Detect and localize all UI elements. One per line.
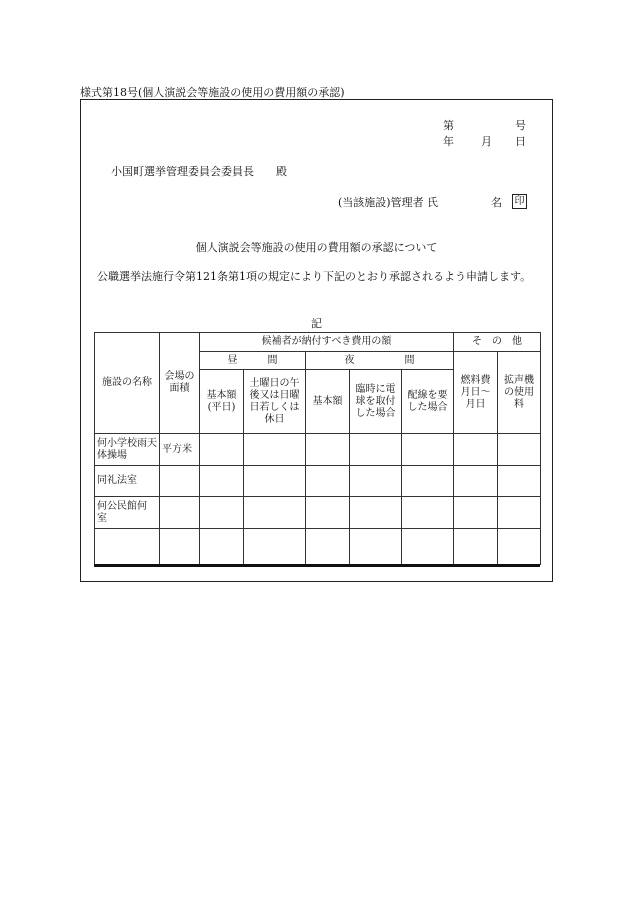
request-body: 公職選挙法施行令第121条第1項の規定により下記のとおり承認されるよう申請します。 xyxy=(97,270,532,283)
venue-area: 平方米 xyxy=(160,434,200,466)
fee-cell xyxy=(402,466,454,497)
day-label: 日 xyxy=(515,135,526,148)
fee-cell xyxy=(498,497,541,529)
application-form xyxy=(80,99,553,582)
facility-name: 同礼法室 xyxy=(95,466,160,497)
applicant-role: (当該施設)管理者 xyxy=(338,196,424,209)
facility-name xyxy=(95,529,160,565)
name-label-1: 氏 xyxy=(427,196,438,209)
header-nighttime: 夜 間 xyxy=(306,352,454,370)
table-bottom-rule xyxy=(94,564,540,567)
fee-cell xyxy=(306,529,350,565)
header-facility-name: 施設の名称 xyxy=(95,333,160,434)
table-row xyxy=(95,434,541,466)
fee-cell xyxy=(244,434,306,466)
fee-cell xyxy=(454,529,498,565)
seal-mark: 印 xyxy=(512,194,527,209)
fee-cell xyxy=(350,466,402,497)
fee-cell xyxy=(454,466,498,497)
header-day-weekend: 土曜日の午後又は日曜日若しくは休日 xyxy=(244,370,306,434)
fee-cell xyxy=(454,434,498,466)
fee-cell xyxy=(200,434,244,466)
ki-label: 記 xyxy=(311,317,322,330)
fee-cell xyxy=(200,466,244,497)
year-label: 年 xyxy=(443,135,454,148)
venue-area xyxy=(160,466,200,497)
fee-cell xyxy=(200,497,244,529)
fee-cell xyxy=(306,497,350,529)
fee-cell xyxy=(244,497,306,529)
number-label: 第 xyxy=(443,119,454,132)
header-day-basic: 基本額(平日) xyxy=(200,370,244,434)
facility-name: 何公民館何 室 xyxy=(95,497,160,529)
document-title: 個人演説会等施設の使用の費用額の承認について xyxy=(195,241,438,254)
fee-cell xyxy=(350,529,402,565)
table-row xyxy=(95,466,541,497)
facility-name: 何小学校雨天体操場 xyxy=(95,434,160,466)
fee-table xyxy=(94,332,541,565)
fee-cell xyxy=(498,529,541,565)
header-fuel-cost: 燃料費月日～月日 xyxy=(454,352,498,434)
fee-cell xyxy=(498,466,541,497)
fee-cell xyxy=(402,529,454,565)
table-row xyxy=(95,529,541,565)
header-daytime: 昼 間 xyxy=(200,352,306,370)
venue-area xyxy=(160,529,200,565)
addressee: 小国町選挙管理委員会委員長 殿 xyxy=(111,165,287,178)
month-label: 月 xyxy=(481,135,492,148)
table-row xyxy=(95,497,541,529)
fee-cell xyxy=(350,434,402,466)
fee-cell xyxy=(350,497,402,529)
fee-cell xyxy=(454,497,498,529)
header-speaker-fee: 拡声機の使用料 xyxy=(498,352,541,434)
fee-cell xyxy=(244,466,306,497)
fee-cell xyxy=(402,434,454,466)
header-candidate-fees: 候補者が納付すべき費用の額 xyxy=(200,333,454,352)
header-night-light: 臨時に電球を取付した場合 xyxy=(350,370,402,434)
fee-cell xyxy=(306,466,350,497)
fee-cell xyxy=(244,529,306,565)
header-night-wiring: 配線を要した場合 xyxy=(402,370,454,434)
fee-cell xyxy=(498,434,541,466)
form-caption: 様式第18号(個人演説会等施設の使用の費用額の承認) xyxy=(80,86,345,99)
header-night-basic: 基本額 xyxy=(306,370,350,434)
name-label-2: 名 xyxy=(491,196,502,209)
header-other: そ の 他 xyxy=(454,333,541,352)
fee-cell xyxy=(402,497,454,529)
fee-cell xyxy=(306,434,350,466)
fee-cell xyxy=(200,529,244,565)
number-suffix: 号 xyxy=(515,119,526,132)
header-venue-area: 会場の面積 xyxy=(160,333,200,434)
